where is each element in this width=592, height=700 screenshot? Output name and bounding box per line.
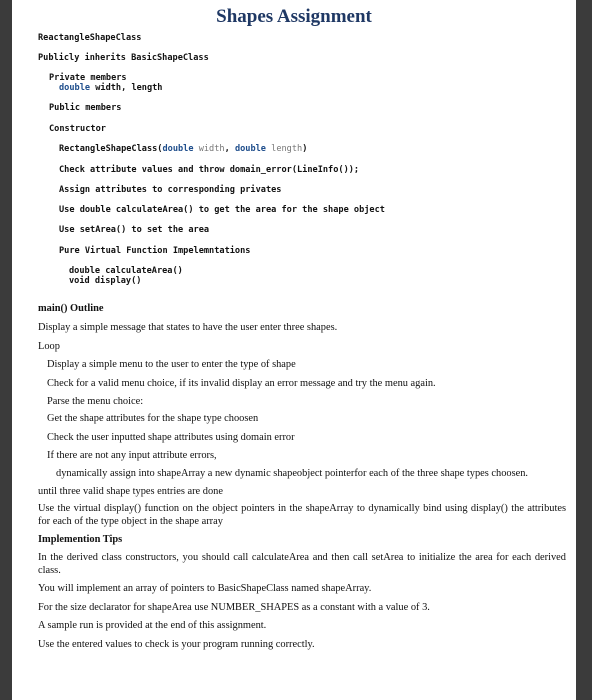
private-members-label: Private members: [49, 73, 127, 83]
main-outline-heading: main() Outline: [38, 303, 104, 314]
tip-paragraph: Use the entered values to check is your program running correctly.: [38, 639, 315, 650]
loop-item: Get the shape attributes for the shape type choosen: [47, 413, 259, 424]
tip-paragraph: In the derived class constructors, you should call calculateArea and then call setArea to initialize the area for each derived class.: [38, 552, 566, 576]
document-title: Shapes Assignment: [216, 6, 372, 27]
main-intro: Display a simple message that states to have the user enter three shapes.: [38, 322, 338, 333]
implementation-tips-heading: Implemention Tips: [38, 534, 123, 545]
loop-item: Display a simple menu to the user to enter the type of shape: [47, 359, 296, 370]
ctor-type-2: double: [234, 144, 266, 154]
use-set-area-line: Use setArea() to set the area: [59, 225, 210, 235]
tip-paragraph: A sample run is provided at the end of this assignment.: [38, 620, 267, 631]
dynamic-assign-line: dynamically assign into shapeArray a new dynamic shapeobject pointerfor each of the three shape types choosen.: [56, 468, 529, 479]
use-calculate-area-line: Use double calculateArea() to get the area for the shape object: [59, 205, 385, 215]
class-name: ReactangleShapeClass: [38, 33, 142, 43]
loop-label: Loop: [38, 341, 60, 352]
ctor-close: ): [302, 144, 308, 154]
virtual-display-paragraph: Use the virtual display() function on the object pointers in the shapeArray to dynamically bind using display() the attributes for each of the type object in the shape array: [38, 503, 566, 527]
assign-attributes-line: Assign attributes to corresponding privates: [59, 185, 282, 195]
pure-virtual-label: Pure Virtual Function Impelemntations: [59, 246, 251, 256]
constructor-signature: [59, 144, 307, 155]
ctor-param-2: length: [265, 144, 303, 154]
until-line: until three valid shape types entries are done: [38, 486, 223, 497]
public-members-label: Public members: [49, 103, 122, 113]
loop-item: If there are not any input attribute errors,: [47, 450, 217, 461]
loop-item: Check the user inputted shape attributes using domain error: [47, 432, 295, 443]
loop-item: Parse the menu choice:: [47, 396, 144, 407]
ctor-param-1: width: [193, 144, 225, 154]
pure-virtual-display: void display(): [69, 276, 142, 286]
loop-item: Check for a valid menu choice, if its invalid display an error message and try the menu again.: [47, 378, 436, 389]
private-fields: width, length: [90, 83, 163, 93]
ctor-comma: ,: [224, 144, 235, 154]
check-attributes-line: Check attribute values and throw domain_error(LineInfo());: [59, 165, 360, 175]
pure-virtual-calc: double calculateArea(): [69, 266, 183, 276]
constructor-label: Constructor: [49, 124, 106, 134]
ctor-name: RectangleShapeClass(: [59, 144, 163, 154]
tip-paragraph: You will implement an array of pointers to BasicShapeClass named shapeArray.: [38, 583, 372, 594]
document-page: [12, 0, 576, 700]
inheritance-line: Publicly inherits BasicShapeClass: [38, 53, 209, 63]
private-fields-line: [59, 83, 162, 94]
tip-paragraph: For the size declarator for shapeArea use NUMBER_SHAPES as a constant with a value of 3.: [38, 602, 430, 613]
ctor-type-1: double: [162, 144, 194, 154]
private-type: double: [59, 83, 91, 93]
